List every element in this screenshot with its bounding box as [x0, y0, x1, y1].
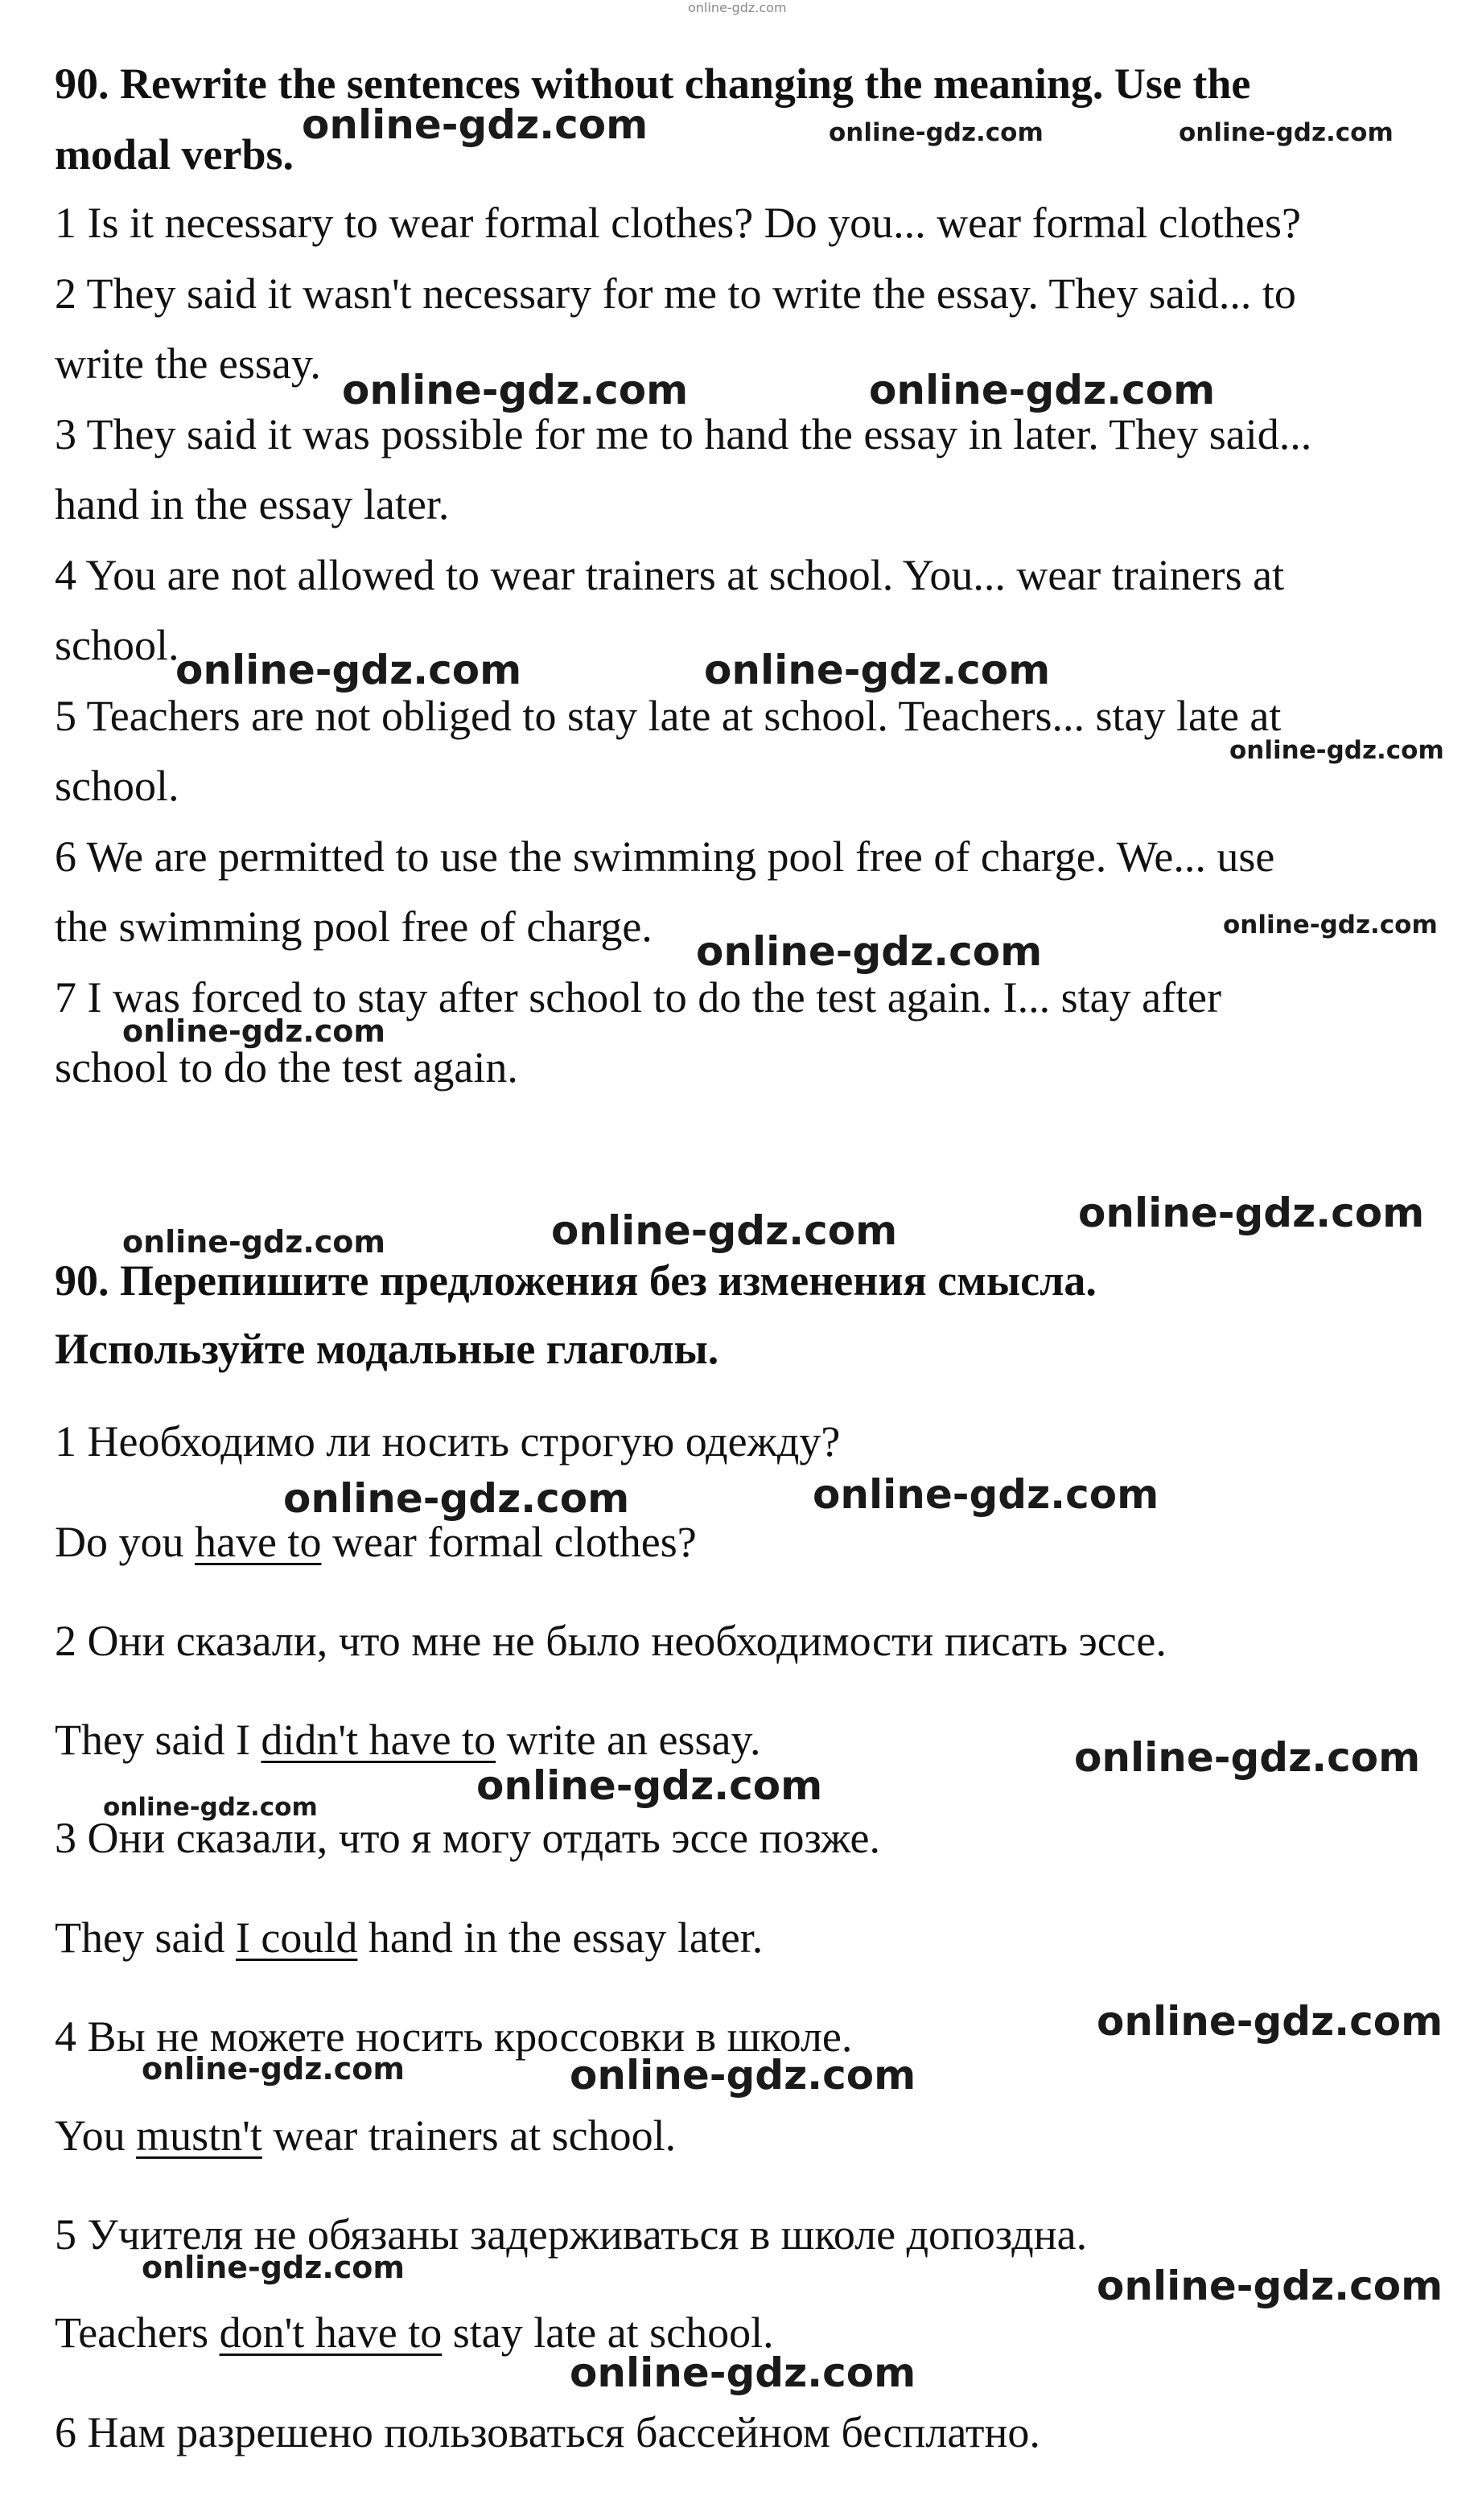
watermark: online-gdz.com — [813, 1471, 1159, 1518]
exercise-ru-question: 5 Учителя не обязаны задерживаться в школе допоздна. — [55, 2210, 1088, 2259]
watermark: online-gdz.com — [869, 367, 1216, 413]
exercise-en-line: school to do the test again. — [55, 1043, 518, 1091]
answer-text: stay late at school. — [442, 2308, 774, 2357]
watermark: online-gdz.com — [175, 647, 522, 693]
watermark: online-gdz.com — [103, 1793, 318, 1822]
watermark: online-gdz.com — [142, 2051, 405, 2086]
watermark: online-gdz.com — [302, 101, 648, 148]
exercise-ru-question: 1 Необходимо ли носить строгую одежду? — [55, 1417, 841, 1466]
exercise-ru-question: 2 Они сказали, что мне не было необходимости писать эссе. — [55, 1617, 1167, 1665]
answer-modal: I could — [235, 1914, 358, 1962]
answer-text: Do you — [55, 1518, 195, 1566]
answer-modal: didn't have to — [261, 1716, 496, 1764]
exercise-ru-answer — [55, 2110, 676, 2161]
answer-text: They said — [55, 1914, 236, 1962]
answer-modal: don't have to — [219, 2308, 443, 2357]
watermark: online-gdz.com — [122, 1224, 385, 1260]
watermark: online-gdz.com — [142, 2250, 405, 2285]
exercise-ru-heading-2: Используйте модальные глаголы. — [55, 1325, 719, 1373]
answer-text: Teachers — [55, 2308, 220, 2357]
exercise-en-line: write the essay. — [55, 339, 321, 388]
exercise-en-heading-2: modal verbs. — [55, 130, 294, 179]
exercise-ru-answer — [55, 1516, 697, 1568]
watermark: online-gdz.com — [342, 367, 689, 413]
answer-modal: mustn't — [136, 2111, 262, 2160]
exercise-ru-answer — [55, 1912, 763, 1963]
exercise-ru-question: 6 Нам разрешено пользоваться бассейном бесплатно. — [55, 2408, 1040, 2456]
answer-text: They said I — [55, 1716, 261, 1764]
watermark: online-gdz.com — [1074, 1734, 1421, 1781]
watermark: online-gdz.com — [1078, 1190, 1425, 1236]
watermark: online-gdz.com — [1097, 1998, 1443, 2045]
watermark: online-gdz.com — [551, 1207, 898, 1254]
watermark: online-gdz.com — [1223, 911, 1438, 939]
exercise-en-line: 3 They said it was possible for me to hand the essay in later. They said... — [55, 410, 1312, 458]
answer-text: wear formal clothes? — [321, 1518, 697, 1566]
answer-modal: have to — [195, 1518, 322, 1566]
exercise-en-line: 1 Is it necessary to wear formal clothes? Do you... wear formal clothes? — [55, 199, 1301, 247]
watermark: online-gdz.com — [696, 928, 1043, 975]
watermark: online-gdz.com — [1179, 118, 1394, 147]
exercise-en-line: 5 Teachers are not obliged to stay late at school. Teachers... stay late at — [55, 692, 1282, 740]
watermark: online-gdz.com — [283, 1475, 630, 1522]
exercise-ru-question: 3 Они сказали, что я могу отдать эссе позже. — [55, 1814, 880, 1862]
exercise-en-line: 7 I was forced to stay after school to do the test again. I... stay after — [55, 973, 1222, 1022]
exercise-ru-question: 4 Вы не можете носить кроссовки в школе. — [55, 2012, 853, 2061]
watermark: online-gdz.com — [704, 647, 1051, 693]
watermark: online-gdz.com — [570, 2349, 916, 2396]
watermark-top: online-gdz.com — [688, 0, 787, 15]
exercise-ru-answer — [55, 1714, 761, 1766]
exercise-en-line: the swimming pool free of charge. — [55, 902, 653, 951]
exercise-en-heading-1: 90. Rewrite the sentences without changing the meaning. Use the — [55, 60, 1251, 108]
answer-text: write an essay. — [496, 1716, 761, 1764]
answer-text: hand in the essay later. — [357, 1914, 764, 1962]
exercise-ru-heading-1: 90. Перепишите предложения без изменения смысла. — [55, 1256, 1097, 1305]
answer-text: You — [55, 2111, 137, 2160]
exercise-en-line: 4 You are not allowed to wear trainers at school. You... wear trainers at — [55, 551, 1285, 599]
exercise-en-line: 6 We are permitted to use the swimming pool free of charge. We... use — [55, 832, 1275, 881]
watermark: online-gdz.com — [1229, 736, 1444, 765]
watermark: online-gdz.com — [829, 118, 1044, 147]
exercise-en-line: school. — [55, 621, 179, 669]
answer-text: wear trainers at school. — [261, 2111, 677, 2160]
watermark: online-gdz.com — [570, 2052, 916, 2099]
exercise-en-line: 2 They said it wasn't necessary for me to write the essay. They said... to — [55, 269, 1296, 318]
watermark: online-gdz.com — [476, 1762, 823, 1809]
exercise-en-line: school. — [55, 762, 179, 810]
watermark: online-gdz.com — [1097, 2263, 1443, 2309]
watermark: online-gdz.com — [122, 1013, 385, 1049]
exercise-en-line: hand in the essay later. — [55, 480, 450, 528]
